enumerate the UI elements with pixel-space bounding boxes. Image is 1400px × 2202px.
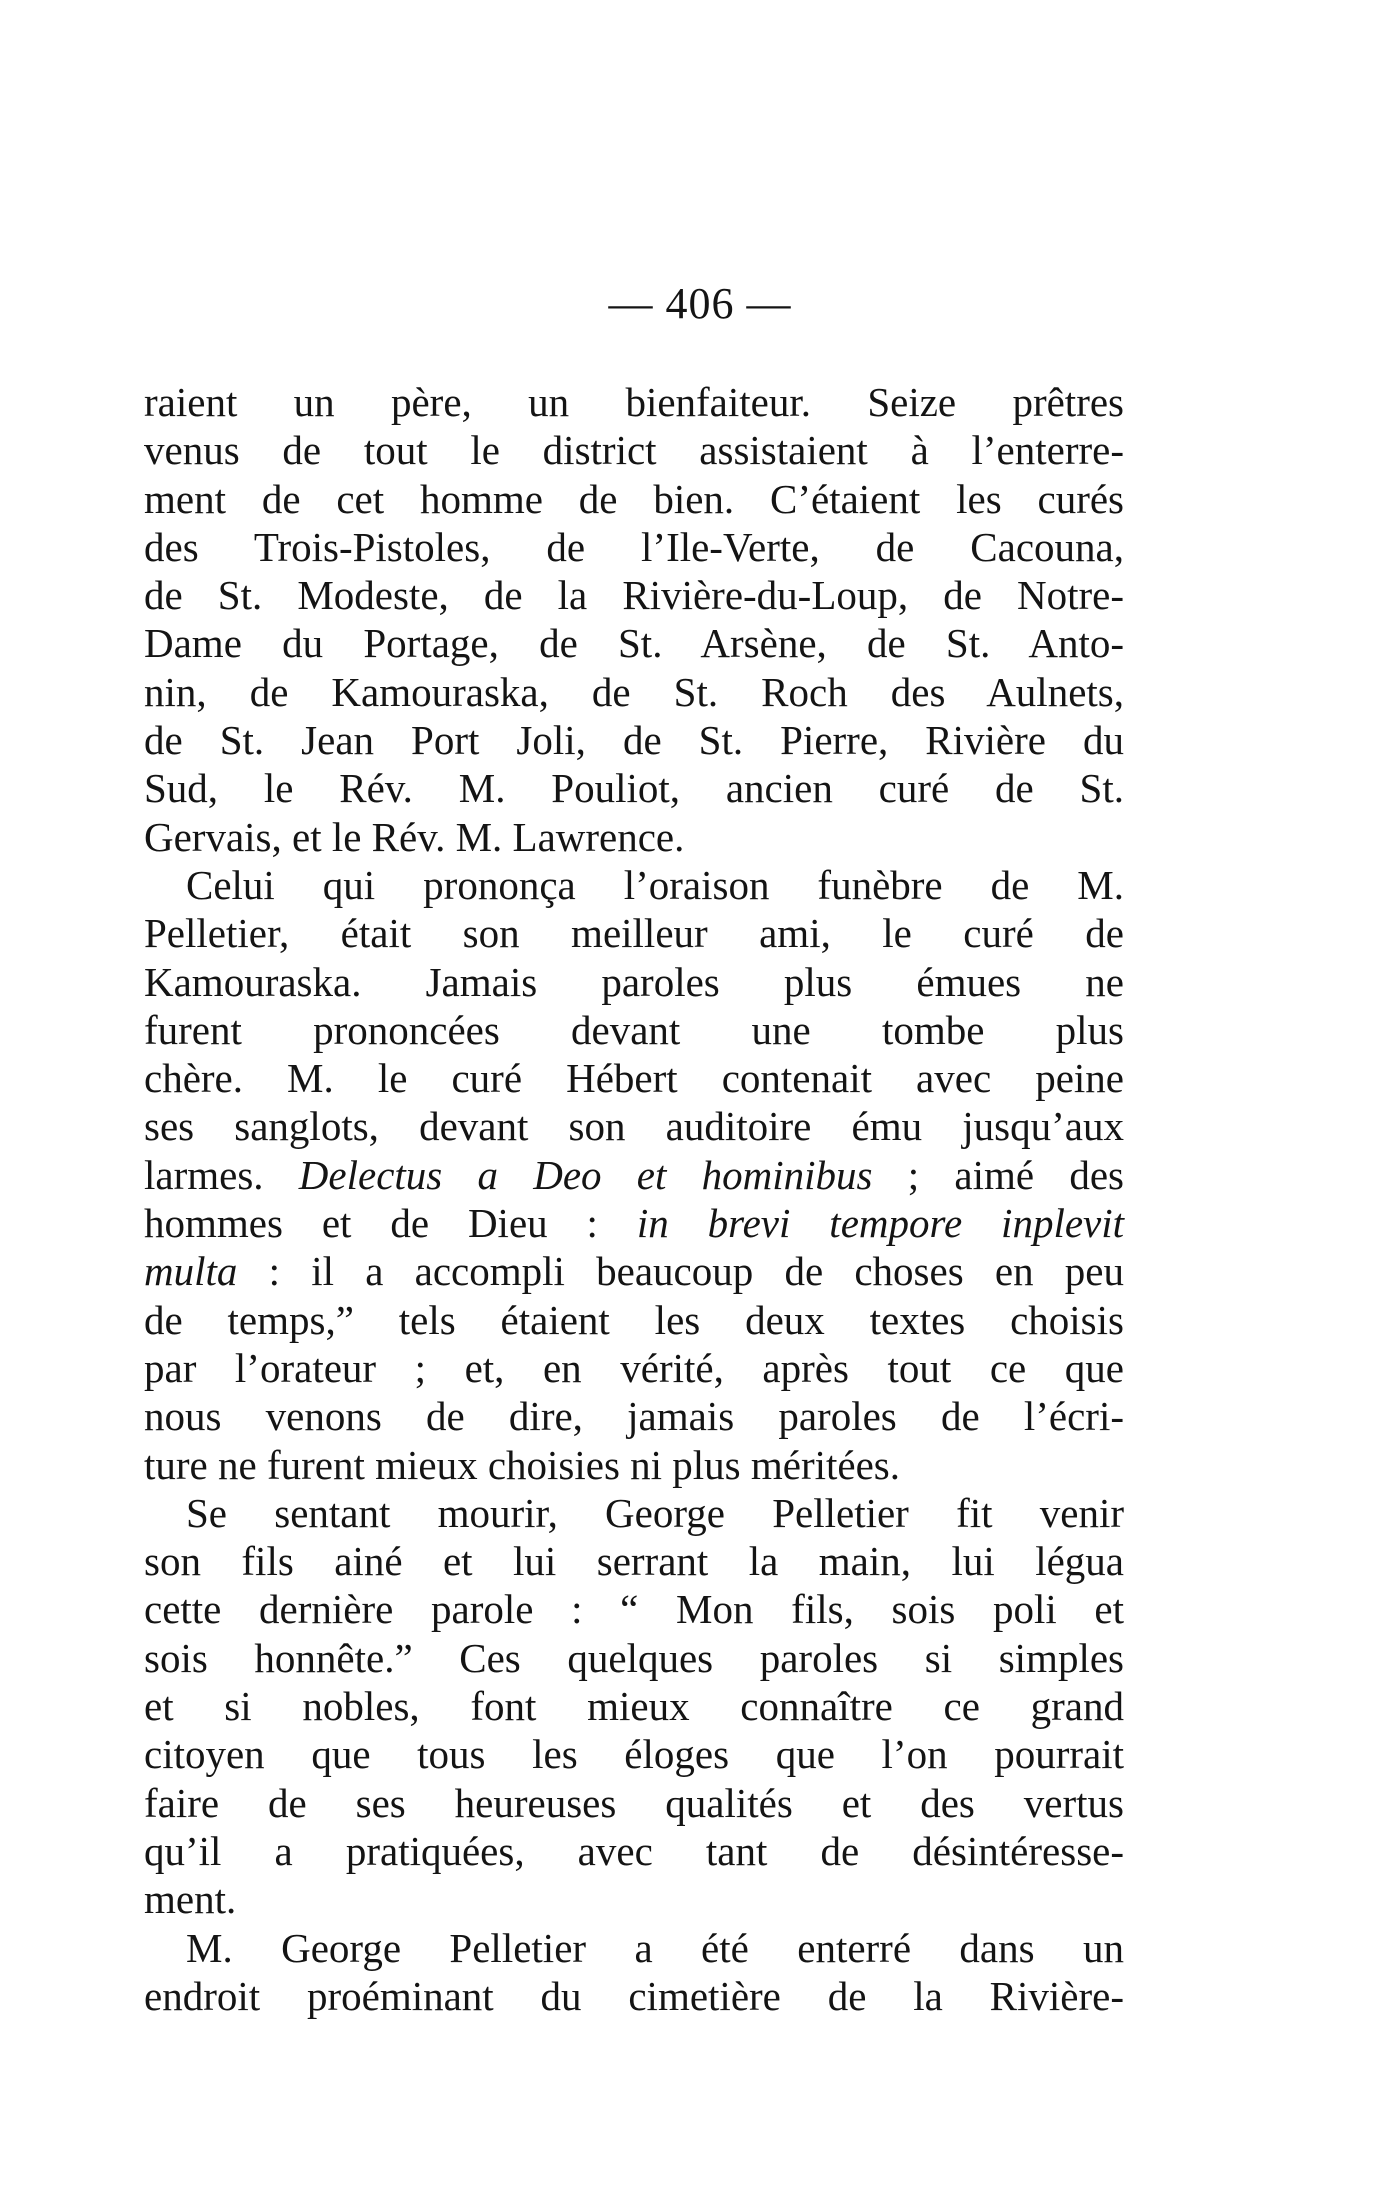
text-line: de St. Modeste, de la Rivière-du-Loup, de Notre- xyxy=(144,572,1124,619)
text-line: Pelletier, était son meilleur ami, le curé de xyxy=(144,910,1124,957)
page-number: — 406 — xyxy=(608,279,792,328)
text-line: son fils ainé et lui serrant la main, lui légua xyxy=(144,1538,1124,1585)
text-line: venus de tout le district assistaient à l’enterre- xyxy=(144,427,1124,474)
text-line: qu’il a pratiquées, avec tant de désintéresse- xyxy=(144,1827,1124,1874)
text-line: Sud, le Rév. M. Pouliot, ancien curé de St. xyxy=(144,765,1124,812)
text-line: Se sentant mourir, George Pelletier fit venir xyxy=(186,1489,1124,1536)
text-line: endroit proéminant du cimetière de la Rivière- xyxy=(144,1972,1124,2019)
text-line: M. George Pelletier a été enterré dans un xyxy=(186,1924,1124,1971)
text-line: sois honnête.” Ces quelques paroles si simples xyxy=(144,1634,1124,1681)
text-line: ment de cet homme de bien. C’étaient les curés xyxy=(144,475,1124,522)
text-line: larmes. Delectus a Deo et hominibus ; aimé des xyxy=(144,1151,1124,1198)
text-line: de temps,” tels étaient les deux textes choisis xyxy=(144,1296,1124,1343)
text-line: de St. Jean Port Joli, de St. Pierre, Rivière du xyxy=(144,717,1124,764)
text-line: nous venons de dire, jamais paroles de l’écri- xyxy=(144,1393,1124,1440)
text-line: nin, de Kamouraska, de St. Roch des Aulnets, xyxy=(144,668,1124,715)
text-line: multa : il a accompli beaucoup de choses en peu xyxy=(144,1248,1124,1295)
body-text xyxy=(144,378,1124,2020)
text-line: cette dernière parole : “ Mon fils, sois poli et xyxy=(144,1586,1124,1633)
text-line: Kamouraska. Jamais paroles plus émues ne xyxy=(144,958,1124,1005)
text-line: et si nobles, font mieux connaître ce grand xyxy=(144,1683,1124,1730)
text-line: ment. xyxy=(144,1876,237,1923)
text-line: citoyen que tous les éloges que l’on pourrait xyxy=(144,1731,1124,1778)
text-line: Dame du Portage, de St. Arsène, de St. Anto- xyxy=(144,620,1124,667)
text-line: par l’orateur ; et, en vérité, après tout ce que xyxy=(144,1344,1124,1391)
text-line: hommes et de Dieu : in brevi tempore inplevit xyxy=(144,1200,1125,1247)
text-line: ses sanglots, devant son auditoire ému jusqu’aux xyxy=(144,1103,1124,1150)
text-line: faire de ses heureuses qualités et des vertus xyxy=(144,1779,1124,1826)
text-line: des Trois-Pistoles, de l’Ile-Verte, de Cacouna, xyxy=(144,523,1124,570)
text-line: raient un père, un bienfaiteur. Seize prêtres xyxy=(144,379,1124,425)
text-line: chère. M. le curé Hébert contenait avec peine xyxy=(144,1055,1124,1102)
text-line: furent prononcées devant une tombe plus xyxy=(144,1006,1124,1053)
text-line: Celui qui prononça l’oraison funèbre de M. xyxy=(186,861,1124,908)
text-line: ture ne furent mieux choisies ni plus méritées. xyxy=(144,1441,901,1488)
text-line: Gervais, et le Rév. M. Lawrence. xyxy=(144,813,685,860)
